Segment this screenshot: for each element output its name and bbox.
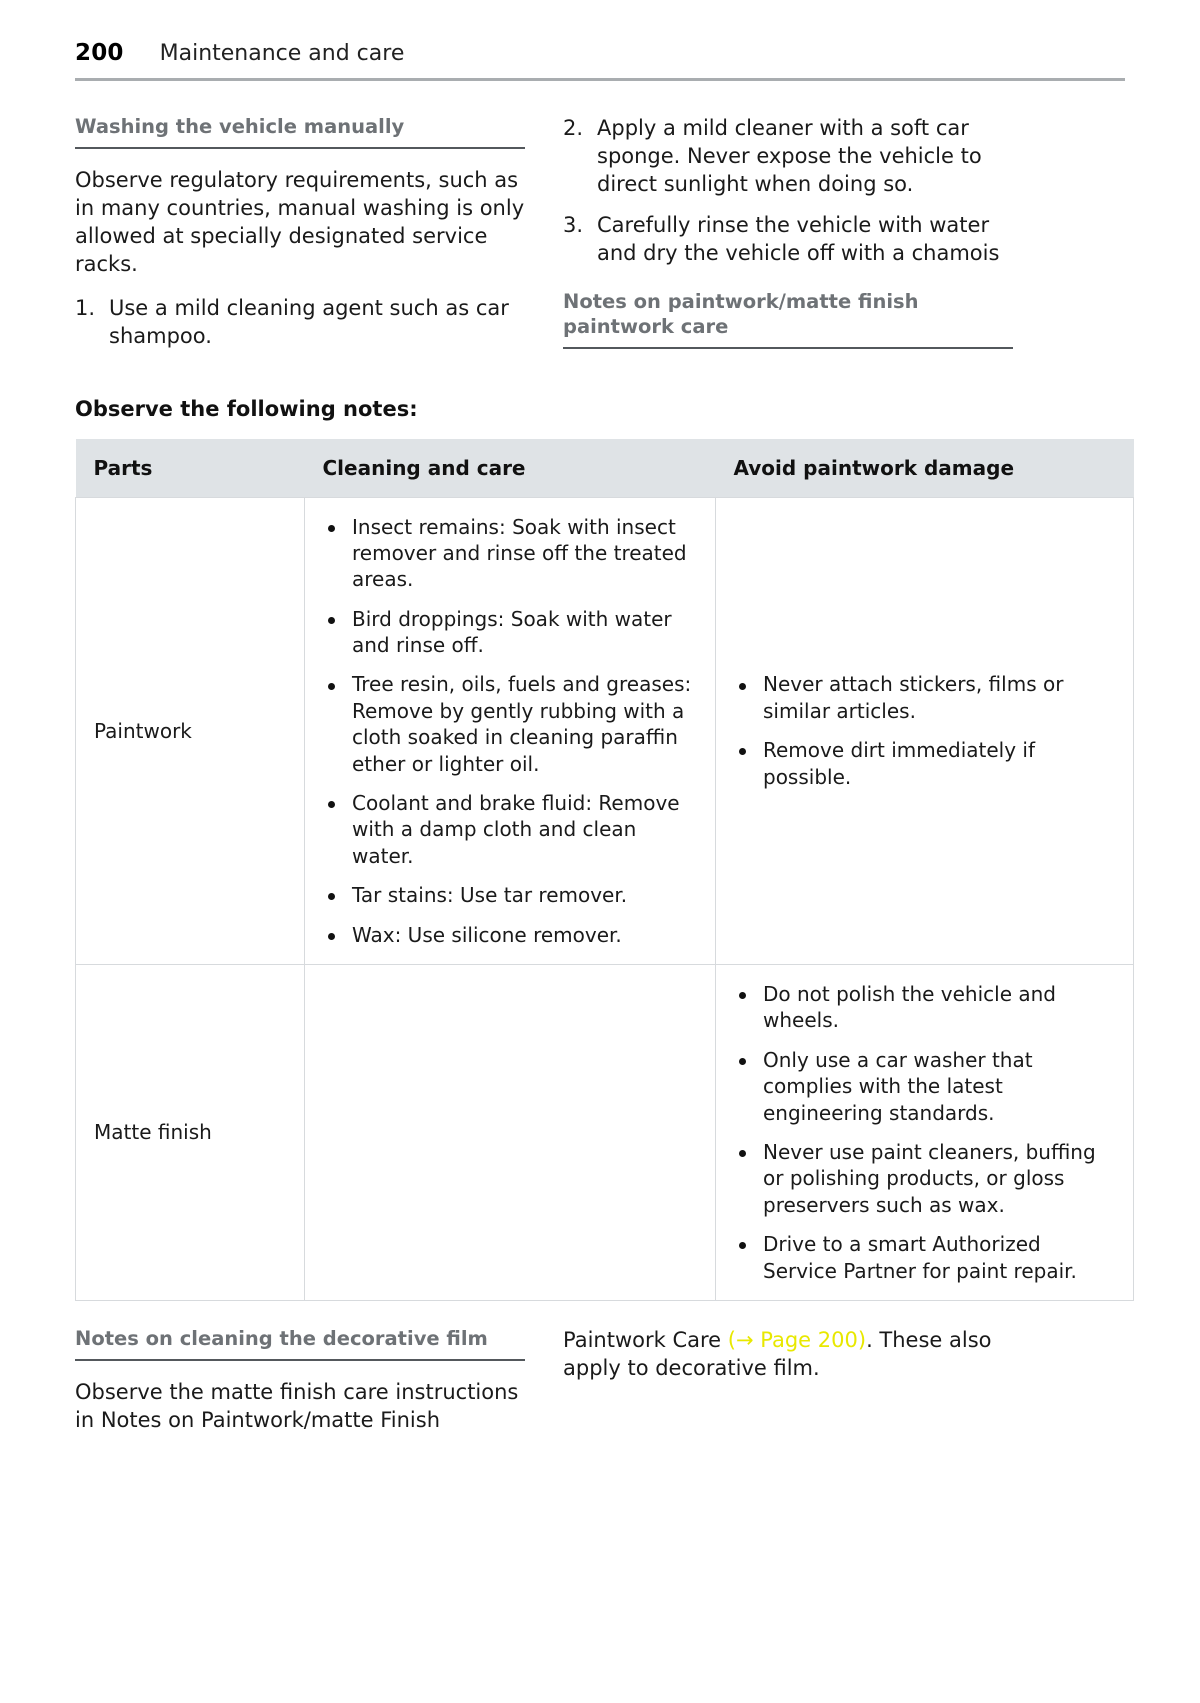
column-header-avoid-paintwork-damage: Avoid paintwork damage — [716, 439, 1134, 498]
cross-reference-paragraph — [563, 1327, 1013, 1383]
list-item-text: Never attach stickers, films or similar articles. — [763, 672, 1064, 723]
xref-suffix: . These also apply to decorative film. — [563, 1327, 992, 1380]
bottom-subhead-decorative-film: Notes on cleaning the decorative film — [75, 1327, 525, 1361]
page-reference-link[interactable]: (→ Page 200) — [727, 1327, 867, 1352]
cleaning-list-paintwork — [323, 514, 699, 948]
left-column — [75, 115, 525, 367]
right-column — [563, 115, 1013, 367]
list-item-text: Drive to a smart Authorized Service Partner for paint repair. — [763, 1232, 1077, 1283]
column-header-cleaning-and-care: Cleaning and care — [305, 439, 716, 498]
bullet-icon — [328, 801, 335, 808]
list-item-text: Remove dirt immediately if possible. — [763, 738, 1036, 789]
bottom-left-paragraph: Observe the matte finish care instructions in Notes on Paintwork/matte Finish — [75, 1379, 519, 1432]
list-item — [734, 671, 1117, 724]
cell-avoid-matte-finish — [716, 964, 1134, 1300]
list-item — [734, 1231, 1117, 1284]
list-item — [323, 606, 699, 659]
bottom-left-column — [75, 1327, 525, 1451]
cell-avoid-paintwork — [716, 497, 1134, 964]
xref-prefix: Paintwork Care — [563, 1327, 728, 1352]
step-number: 3. — [563, 212, 584, 237]
list-item-text: Tree resin, oils, fuels and greases: Remove by gently rubbing with a cloth soaked in cleaning paraffin ether or lighter oil. — [352, 672, 692, 776]
bullet-icon — [739, 683, 746, 690]
list-item — [323, 790, 699, 869]
observe-notes-label: Observe the following notes: — [75, 396, 418, 421]
bullet-icon — [739, 748, 746, 755]
page-number: 200 — [75, 40, 124, 66]
bullet-icon — [739, 1242, 746, 1249]
bottom-columns — [75, 1327, 1125, 1451]
column-header-parts: Parts — [76, 439, 305, 498]
avoid-list-matte-finish — [734, 981, 1117, 1284]
list-item-text: Bird droppings: Soak with water and rinse off. — [352, 606, 672, 658]
list-item-text: Tar stains: Use tar remover. — [352, 883, 628, 908]
list-item — [734, 1047, 1117, 1126]
step-number: 1. — [75, 295, 96, 320]
list-item — [75, 295, 525, 351]
left-steps-list — [75, 295, 525, 351]
bullet-icon — [739, 1150, 746, 1157]
page-running-header — [75, 40, 1125, 81]
list-item — [563, 212, 1013, 268]
page-reference-label: Page 200 — [753, 1327, 858, 1352]
table-header-row — [76, 439, 1134, 498]
left-subhead-washing: Washing the vehicle manually — [75, 115, 525, 149]
cell-part-matte-finish: Matte finish — [76, 964, 305, 1300]
step-text: Use a mild cleaning agent such as car shampoo. — [109, 295, 509, 348]
bullet-icon — [328, 525, 335, 532]
list-item — [323, 922, 699, 948]
step-number: 2. — [563, 116, 584, 140]
notes-table — [75, 439, 1134, 1301]
list-item-text: Do not polish the vehicle and wheels. — [763, 981, 1056, 1033]
cell-part-paintwork: Paintwork — [76, 497, 305, 964]
list-item-text: Never use paint cleaners, buffing or polishing products, or gloss preservers such as wax. — [763, 1139, 1096, 1217]
list-item — [323, 882, 699, 908]
intro-columns — [75, 115, 1125, 367]
cell-cleaning-paintwork — [305, 497, 716, 964]
bullet-icon — [739, 992, 746, 999]
list-item-text: Wax: Use silicone remover. — [352, 922, 622, 947]
table-row — [76, 964, 1134, 1300]
list-item — [734, 981, 1117, 1034]
cell-cleaning-matte-finish — [305, 964, 716, 1300]
list-item — [734, 1139, 1117, 1218]
table-header — [76, 439, 1134, 498]
arrow-right-icon: → — [735, 1327, 754, 1352]
step-text: Apply a mild cleaner with a soft car sponge. Never expose the vehicle to direct sunlight when doing so. — [597, 116, 982, 196]
bottom-right-column — [563, 1327, 1013, 1451]
list-item — [734, 737, 1117, 790]
list-item-text: Insect remains: Soak with insect remover and rinse off the treated areas. — [352, 514, 687, 592]
bullet-icon — [328, 893, 335, 900]
table-row — [76, 497, 1134, 964]
table-body — [76, 497, 1134, 1300]
list-item-text: Coolant and brake fluid: Remove with a damp cloth and clean water. — [352, 791, 680, 868]
list-item — [323, 671, 699, 777]
bullet-icon — [739, 1058, 746, 1065]
list-item — [563, 115, 1013, 199]
bullet-icon — [328, 683, 335, 690]
avoid-list-paintwork — [734, 671, 1117, 790]
chapter-title: Maintenance and care — [159, 41, 405, 66]
right-subhead-paintwork-care: Notes on paintwork/matte finish paintwork care — [563, 290, 1013, 349]
right-steps-list — [563, 115, 1013, 268]
list-item — [323, 514, 699, 593]
step-text: Carefully rinse the vehicle with water and dry the vehicle off with a chamois — [597, 212, 1000, 265]
bullet-icon — [328, 933, 335, 940]
left-intro-paragraph: Observe regulatory requirements, such as in many countries, manual washing is only allowed at specially designated service racks. — [75, 167, 525, 276]
bullet-icon — [328, 617, 335, 624]
list-item-text: Only use a car washer that complies with the latest engineering standards. — [763, 1047, 1033, 1125]
